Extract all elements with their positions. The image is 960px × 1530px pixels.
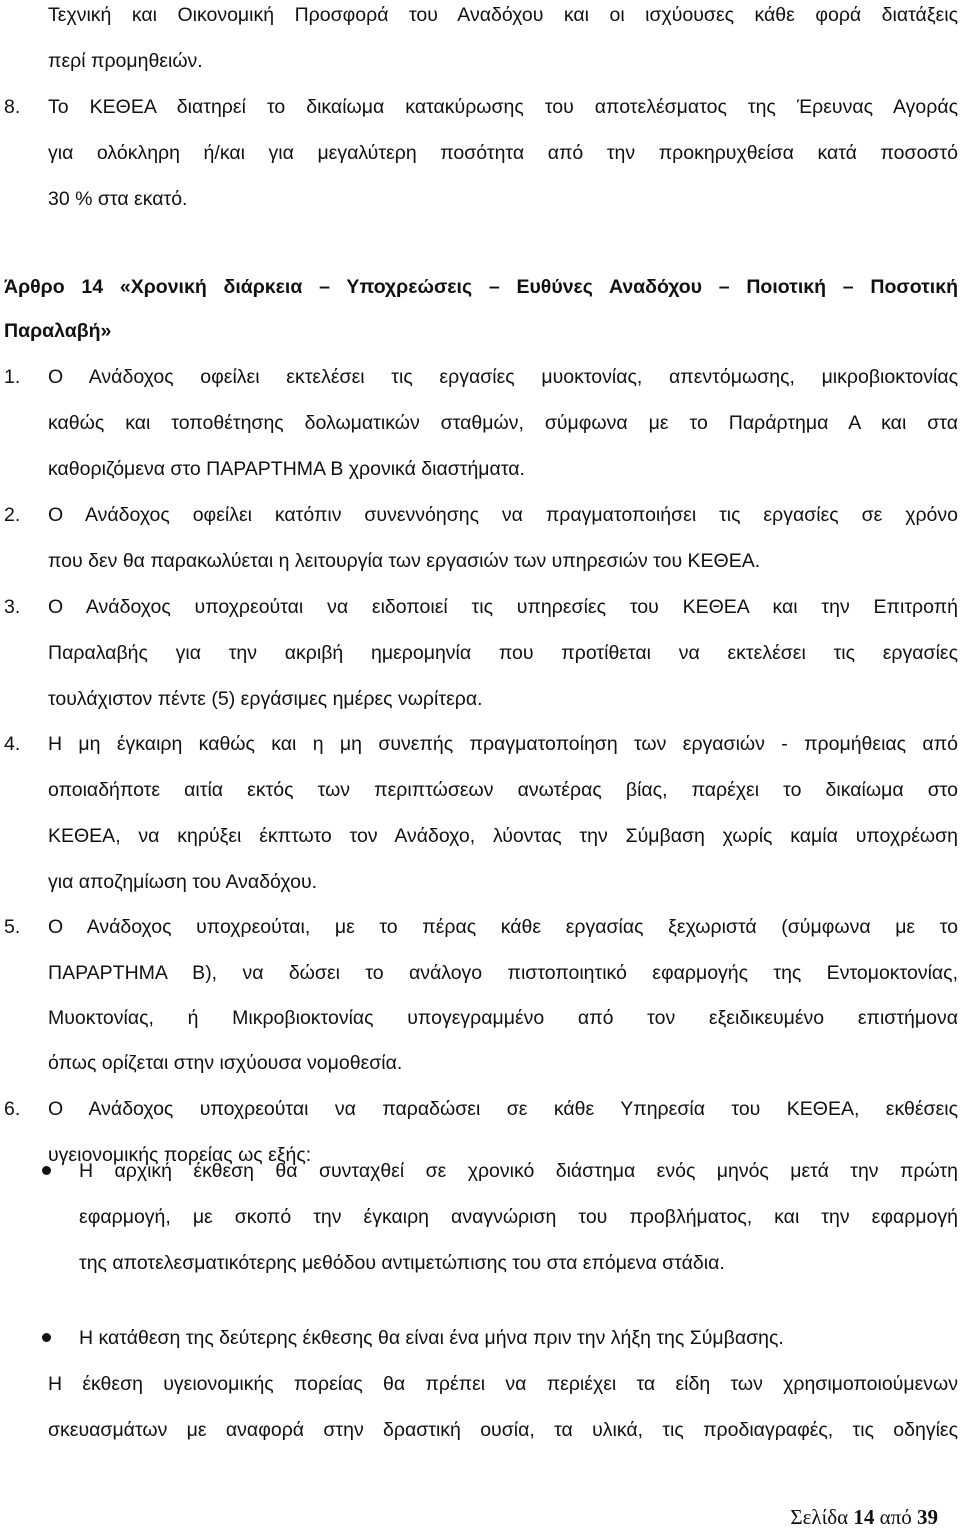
list-item-line: τουλάχιστον πέντε (5) εργάσιμες ημέρες νωρίτερα. [48,688,483,710]
bullet-item-line: Η αρχική έκθεση θα συνταχθεί σε χρονικό διάστημα ενός μηνός μετά την πρώτη [79,1160,958,1182]
list-item-line: Η μη έγκαιρη καθώς και η μη συνεπής πραγματοποίηση των εργασιών - προμήθειας από [48,733,958,755]
list-item-line: υγειονομικής πορείας ως εξής: [48,1144,312,1166]
page-separator: από [874,1505,917,1529]
list-item-line: ΠΑΡΑΡΤΗΜΑ Β), να δώσει το ανάλογο πιστοποιητικό εφαρμογής της Εντομοκτονίας, [48,962,958,984]
list-number: 1. [4,366,21,388]
list-item-line: οποιαδήποτε αιτία εκτός των περιπτώσεων ανωτέρας βίας, παρέχει το δικαίωμα στο [48,779,958,801]
list-number: 6. [4,1098,21,1120]
paragraph-line: Τεχνική και Οικονομική Προσφορά του Αναδόχου και οι ισχύουσες κάθε φορά διατάξεις [48,4,958,26]
list-item-line: που δεν θα παρακωλύεται η λειτουργία των εργασιών των υπηρεσιών του ΚΕΘΕΑ. [48,550,761,572]
paragraph-line: σκευασμάτων με αναφορά στην δραστική ουσία, τα υλικά, τις προδιαγραφές, τις οδηγίες [48,1419,958,1441]
list-item-line: Παραλαβής για την ακριβή ημερομηνία που προτίθεται να εκτελέσει τις εργασίες [48,642,958,664]
list-item-line: για αποζημίωση του Αναδόχου. [48,871,318,893]
page-number-footer [790,1504,938,1530]
list-item-line: Ο Ανάδοχος οφείλει εκτελέσει τις εργασίες μυοκτονίας, απεντόμωσης, μικροβιοκτονίας [48,366,958,388]
bullet-item-line: της αποτελεσματικότερης μεθόδου αντιμετώπισης του στα επόμενα στάδια. [79,1252,725,1274]
article-title: Άρθρο 14 «Χρονική διάρκεια – Υποχρεώσεις – Ευθύνες Αναδόχου – Ποιοτική – Ποσοτική [4,276,958,298]
total-pages-number: 39 [917,1505,938,1529]
list-number: 8. [4,96,21,118]
list-item-line: καθώς και τοποθέτησης δολωματικών σταθμών, σύμφωνα με το Παράρτημα Α και στα [48,412,958,434]
list-item-line: για ολόκληρη ή/και για μεγαλύτερη ποσότητα από την προκηρυχθείσα κατά ποσοστό [48,142,958,164]
bullet-icon [42,1333,51,1342]
list-item-line: Το ΚΕΘΕΑ διατηρεί το δικαίωμα κατακύρωσης του αποτελέσματος της Έρευνας Αγοράς [48,96,958,118]
list-item-line: ΚΕΘΕΑ, να κηρύξει έκπτωτο τον Ανάδοχο, λύοντας την Σύμβαση χωρίς καμία υποχρέωση [48,825,958,847]
list-number: 4. [4,733,21,755]
bullet-item-line: εφαρμογή, με σκοπό την έγκαιρη αναγνώριση του προβλήματος, και την εφαρμογή [79,1206,958,1228]
page-label: Σελίδα [790,1505,854,1529]
list-item-line: Ο Ανάδοχος υποχρεούται, με το πέρας κάθε εργασίας ξεχωριστά (σύμφωνα με το [48,916,958,938]
list-item-line: καθοριζόμενα στο ΠΑΡΑΡΤΗΜΑ Β χρονικά διαστήματα. [48,458,525,480]
article-title-continued: Παραλαβή» [4,320,112,342]
list-item-line: Ο Ανάδοχος οφείλει κατόπιν συνεννόησης να πραγματοποιήσει τις εργασίες σε χρόνο [48,504,958,526]
current-page-number: 14 [853,1505,875,1529]
paragraph-line: Η έκθεση υγειονομικής πορείας θα πρέπει να περιέχει τα είδη των χρησιμοποιούμενων [48,1373,958,1395]
bullet-item-line: Η κατάθεση της δεύτερης έκθεσης θα είναι ένα μήνα πριν την λήξη της Σύμβασης. [79,1327,784,1349]
list-item-line: 30 % στα εκατό. [48,188,188,210]
list-item-line: Ο Ανάδοχος υποχρεούται να ειδοποιεί τις υπηρεσίες του ΚΕΘΕΑ και την Επιτροπή [48,596,958,618]
list-number: 2. [4,504,21,526]
list-number: 5. [4,916,21,938]
bullet-icon [42,1166,51,1175]
list-item-line: Ο Ανάδοχος υποχρεούται να παραδώσει σε κάθε Υπηρεσία του ΚΕΘΕΑ, εκθέσεις [48,1098,958,1120]
list-number: 3. [4,596,21,618]
list-item-line: Μυοκτονίας, ή Μικροβιοκτονίας υπογεγραμμένο από τον εξειδικευμένο επιστήμονα [48,1007,958,1029]
paragraph-line: περί προμηθειών. [48,50,203,72]
list-item-line: όπως ορίζεται στην ισχύουσα νομοθεσία. [48,1052,403,1074]
